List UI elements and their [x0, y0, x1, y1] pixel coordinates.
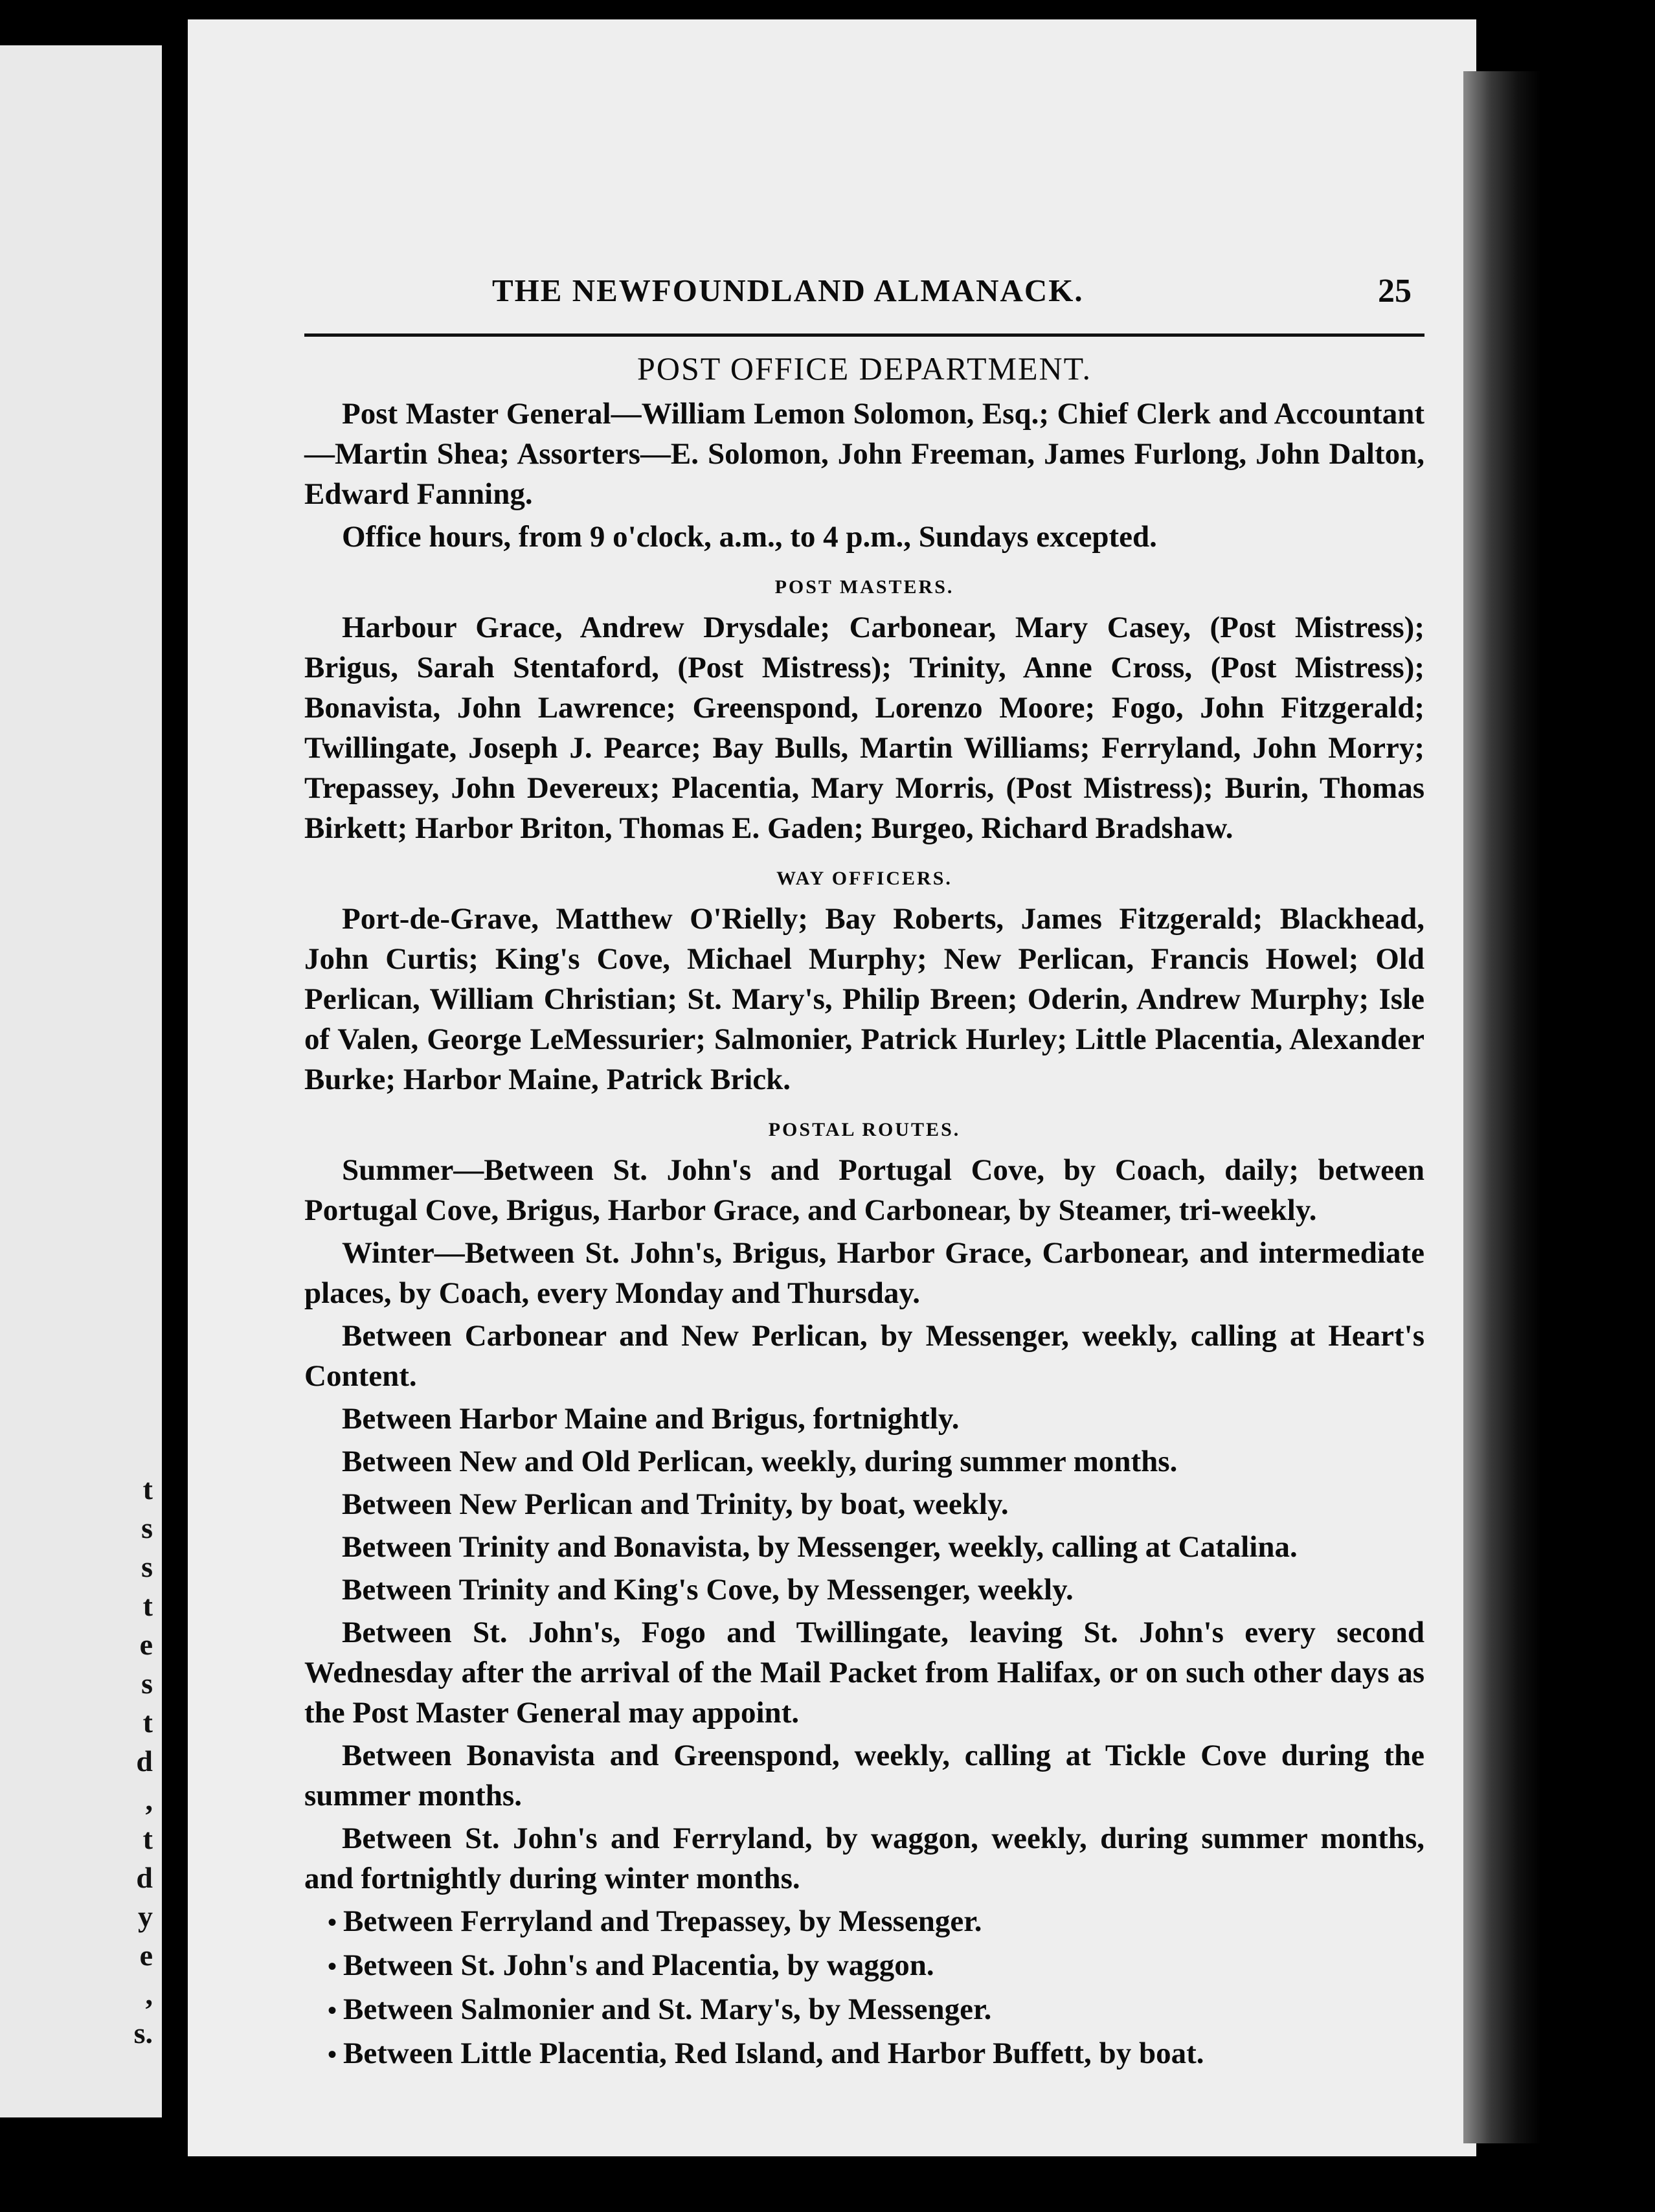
facing-page-char: s [141, 1511, 153, 1544]
intro-paragraph-hours: Office hours, from 9 o'clock, a.m., to 4 p.m., Sundays excepted. [342, 520, 1157, 554]
facing-page-char: , [145, 1978, 153, 2011]
way-officers-heading: WAY OFFICERS. [776, 868, 952, 889]
facing-page-characters [134, 1470, 153, 2053]
facing-page-char: t [142, 1473, 153, 1506]
almanack-page [188, 19, 1476, 2156]
postal-route-starred-item [304, 1989, 1424, 2031]
postal-routes-heading: POSTAL ROUTES. [768, 1119, 961, 1140]
postal-route-starred-item [304, 1945, 1424, 1987]
postal-route-item: Between St. John's and Ferryland, by waggon, weekly, during summer months, and fortnightly during winter months. [304, 1822, 1424, 1895]
facing-page-char: t [142, 1589, 153, 1622]
postal-route-item: Between Carbonear and New Perlican, by Messenger, weekly, calling at Heart's Content. [304, 1319, 1424, 1393]
post-masters-heading: POST MASTERS. [774, 576, 954, 598]
starred-route-text: Between St. John's and Placentia, by waggon. [343, 1948, 934, 1982]
section-title: POST OFFICE DEPARTMENT. [637, 350, 1092, 387]
postal-routes-list [304, 1150, 1424, 1899]
facing-page-char: y [138, 1900, 153, 1933]
facing-page-char: d [136, 1861, 153, 1894]
postal-route-item: Between Bonavista and Greenspond, weekly, calling at Tickle Cove during the summer months. [304, 1739, 1424, 1812]
bullet-mark: • [328, 1908, 337, 1937]
postal-routes-starred-list [304, 1901, 1424, 2075]
page-content [304, 265, 1424, 2077]
postal-route-item: Between New and Old Perlican, weekly, during summer months. [342, 1445, 1178, 1478]
facing-page-char: d [136, 1744, 153, 1778]
postal-route-starred-item [304, 1901, 1424, 1943]
running-title: THE NEWFOUNDLAND ALMANACK. [492, 273, 1084, 308]
postal-route-item: Between Harbor Maine and Brigus, fortnightly. [342, 1402, 960, 1436]
postal-route-item: Between St. John's, Fogo and Twillingate, leaving St. John's every second Wednesday after the arrival of the Mail Packet from Halifax, or on such other days as the Post Master General may appoint. [304, 1616, 1424, 1730]
running-head [304, 265, 1424, 327]
facing-page-char: s [141, 1667, 153, 1700]
postal-route-item: Between New Perlican and Trinity, by boat, weekly. [342, 1487, 1009, 1521]
facing-page-edge [0, 45, 162, 2117]
postal-route-starred-item [304, 2033, 1424, 2075]
facing-page-char: , [145, 1783, 153, 1816]
facing-page-char: t [142, 1822, 153, 1855]
facing-page-char: s [141, 1550, 153, 1583]
post-masters-paragraph: Harbour Grace, Andrew Drysdale; Carbonear, Mary Casey, (Post Mistress); Brigus, Sarah Stentaford, (Post Mistress); Trinity, Anne Cross, (Post Mistress); Bonavista, John Lawrence; Greenspond, Lorenzo Moore; Fogo, John Fitzgerald; Twillingate, Joseph J. Pearce; Bay Bulls, Martin Williams; Ferryland, John Morry; Trepassey, John Devereux; Placentia, Mary Morris, (Post Mistress); Burin, Thomas Birkett; Harbor Briton, Thomas E. Gaden; Burgeo, Richard Bradshaw. [304, 611, 1424, 845]
way-officers-paragraph: Port-de-Grave, Matthew O'Rielly; Bay Roberts, James Fitzgerald; Blackhead, John Curtis; King's Cove, Michael Murphy; New Perlican, Francis Howel; Old Perlican, William Christian; St. Mary's, Philip Breen; Oderin, Andrew Murphy; Isle of Valen, George LeMessurier; Salmonier, Patrick Hurley; Little Placentia, Alexander Burke; Harbor Maine, Patrick Brick. [304, 902, 1424, 1096]
page-number: 25 [1378, 273, 1412, 310]
bullet-mark: • [328, 2040, 337, 2069]
intro-paragraph-staff: Post Master General—William Lemon Solomon, Esq.; Chief Clerk and Accountant—Martin Shea; Assorters—E. Solomon, John Freeman, James Furlong, John Dalton, Edward Fanning. [304, 397, 1424, 511]
starred-route-text: Between Ferryland and Trepassey, by Messenger. [343, 1904, 982, 1938]
book-spine-shadow [1463, 71, 1541, 2143]
starred-route-text: Between Salmonier and St. Mary's, by Messenger. [343, 1992, 992, 2026]
starred-route-text: Between Little Placentia, Red Island, and Harbor Buffett, by boat. [343, 2037, 1204, 2070]
facing-page-char: s. [133, 2016, 153, 2049]
bullet-mark: • [328, 1952, 337, 1981]
facing-page-char: e [139, 1628, 153, 1661]
bullet-mark: • [328, 1996, 337, 2025]
facing-page-char: t [142, 1706, 153, 1739]
facing-page-char: e [139, 1939, 153, 1972]
postal-route-item: Summer—Between St. John's and Portugal Cove, by Coach, daily; between Portugal Cove, Brigus, Harbor Grace, and Carbonear, by Steamer, tri-weekly. [304, 1153, 1424, 1227]
header-rule [304, 333, 1424, 337]
postal-route-item: Between Trinity and King's Cove, by Messenger, weekly. [342, 1573, 1074, 1607]
postal-route-item: Winter—Between St. John's, Brigus, Harbor Grace, Carbonear, and intermediate places, by Coach, every Monday and Thursday. [304, 1236, 1424, 1310]
postal-route-item: Between Trinity and Bonavista, by Messenger, weekly, calling at Catalina. [342, 1530, 1298, 1564]
